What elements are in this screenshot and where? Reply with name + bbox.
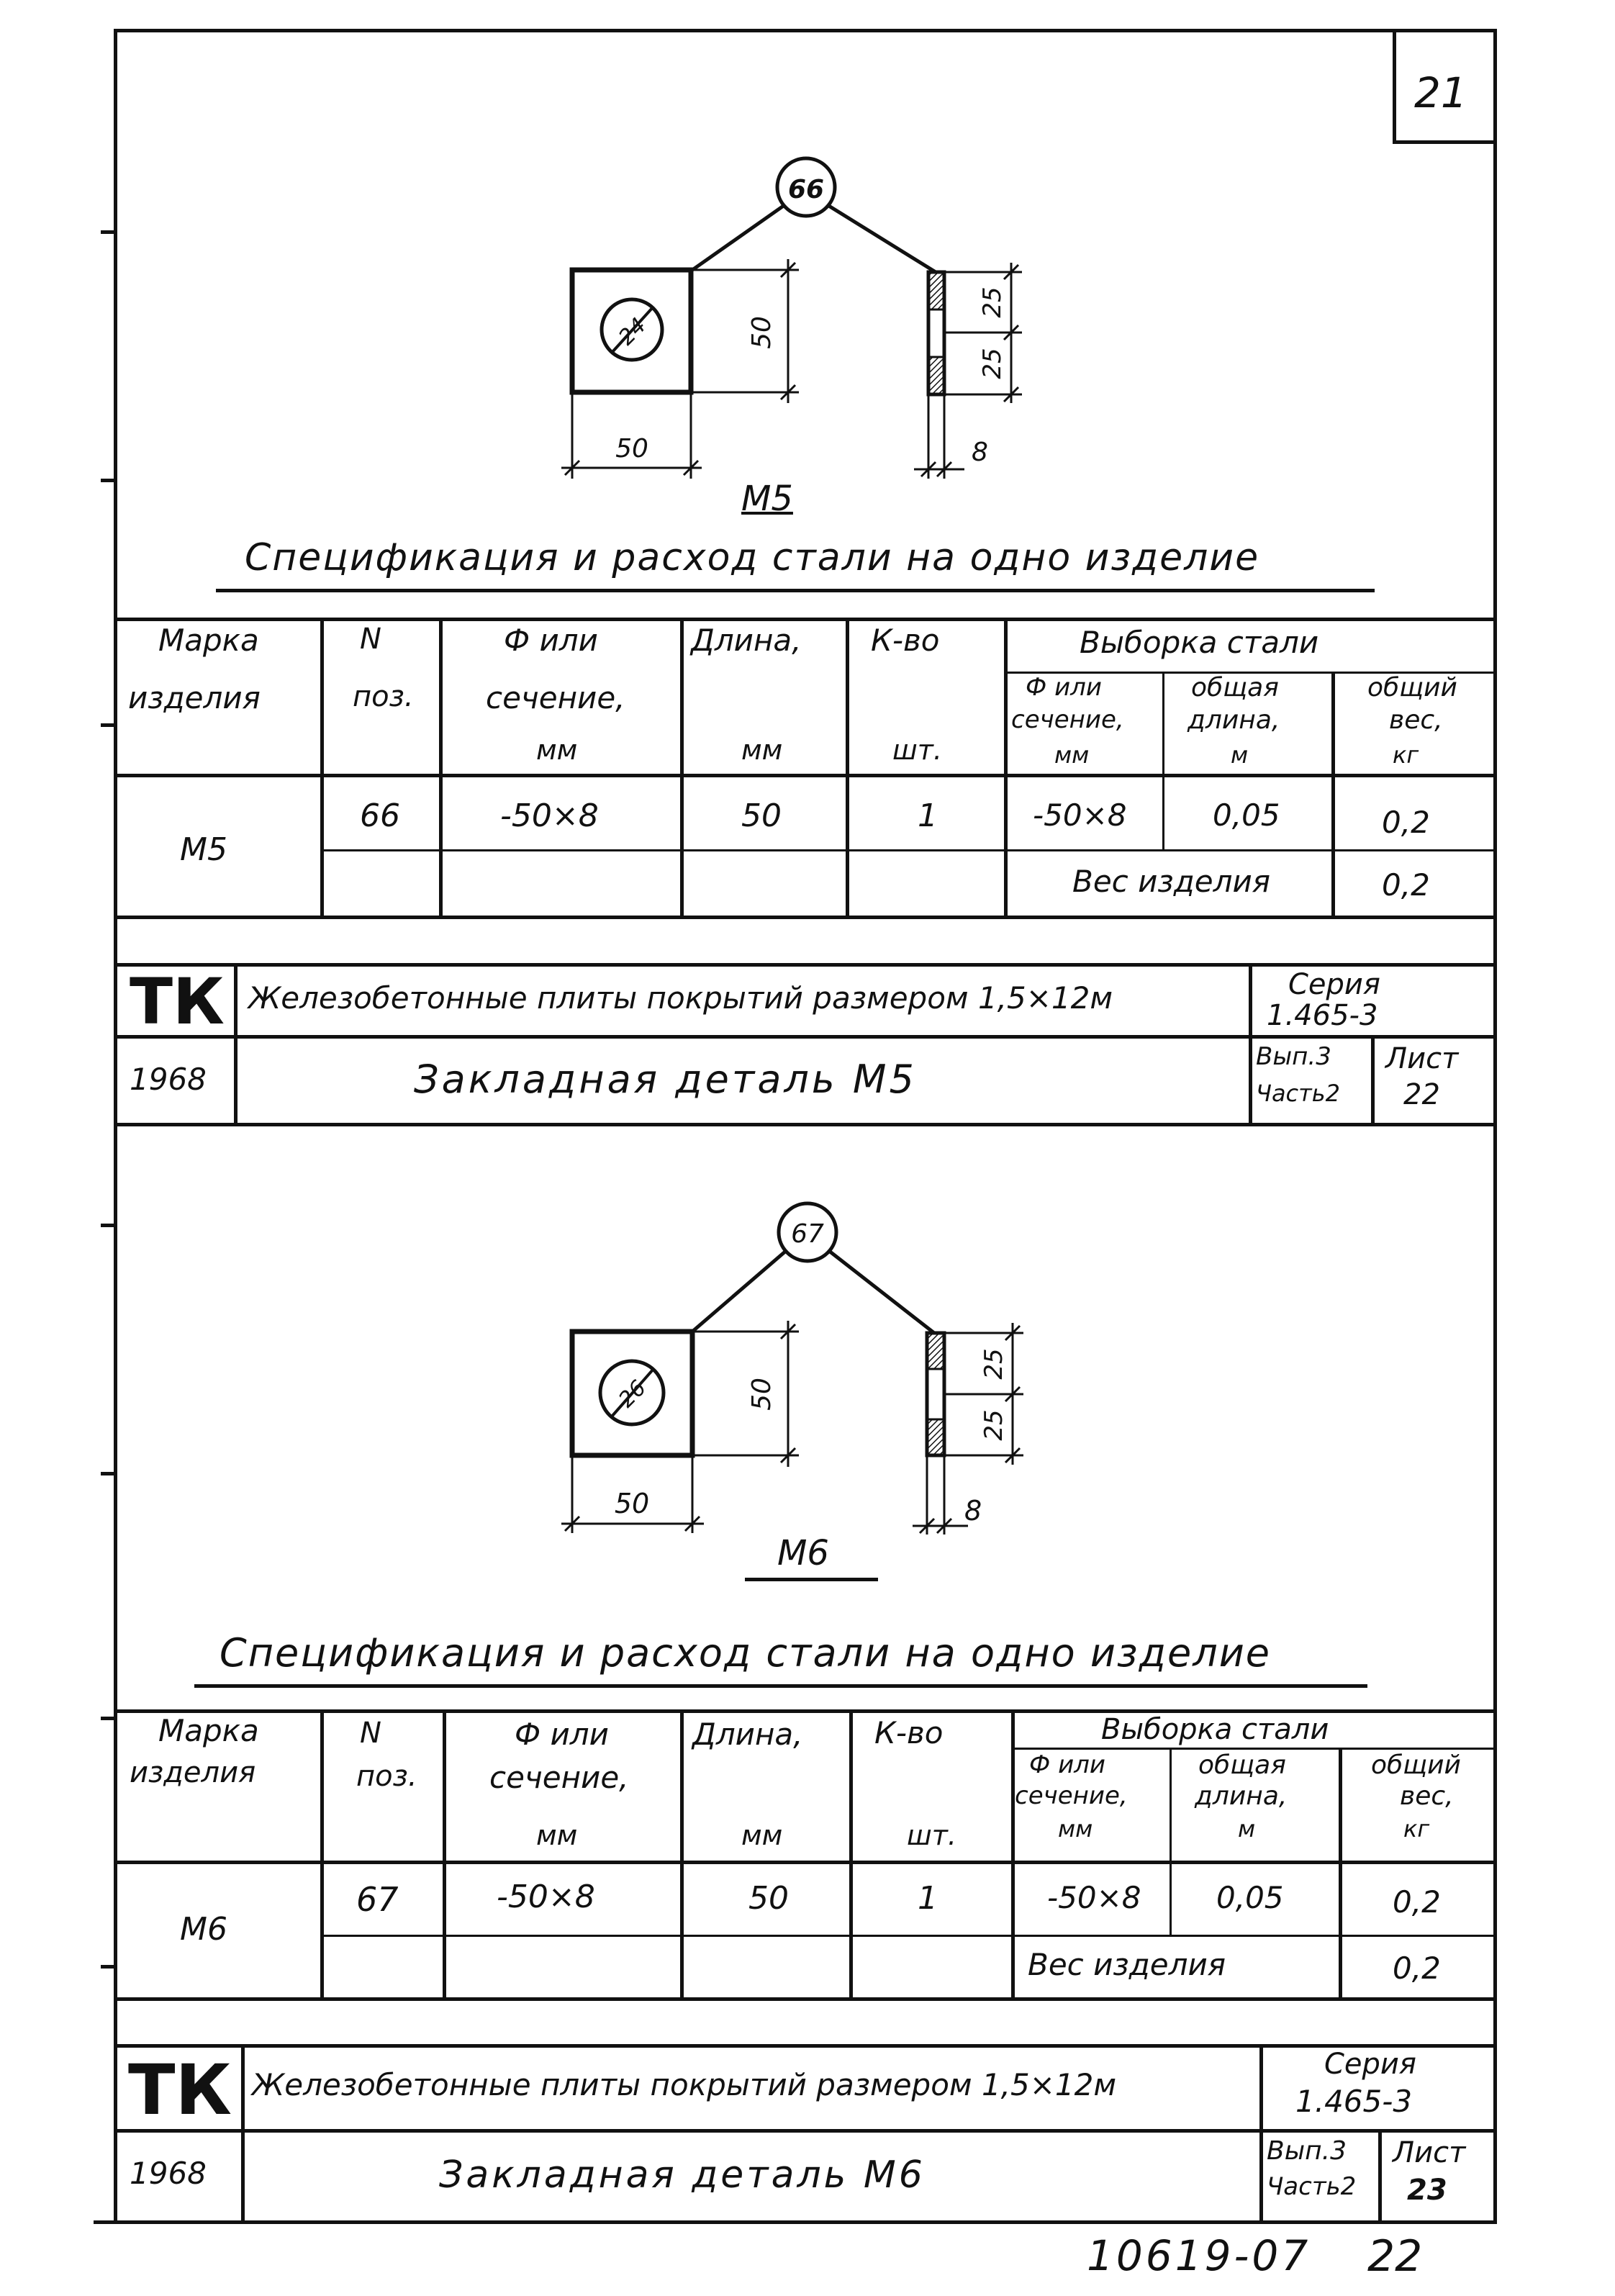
series-value: 1.465-3 [1295, 2084, 1413, 2119]
frame-right-border [1493, 29, 1497, 2224]
drawing-title: Закладная деталь М5 [414, 1057, 917, 1102]
dim-width-label: 50 [614, 1488, 650, 1519]
dim-half-bottom-label: 25 [978, 348, 1007, 379]
tk-logo: ТК [130, 964, 225, 1039]
header-length-2: мм [741, 734, 783, 766]
header-steel-section-2: сечение, [1015, 1781, 1128, 1810]
cell-steel-section: -50×8 [1033, 797, 1127, 833]
header-pos-1: N [360, 623, 381, 656]
spec-title-underline [216, 589, 1375, 592]
header-section-1: Ф или [515, 1717, 609, 1752]
cell-mark: М5 [180, 831, 227, 868]
spec-title: Спецификация и расход стали на одно изделие [245, 536, 1260, 579]
frame-left-border [114, 29, 117, 2224]
header-steel-section-3: мм [1054, 741, 1090, 769]
header-total-length-2: длина, [1188, 705, 1280, 735]
series-label: Серия [1288, 968, 1380, 1001]
header-qty-2: шт. [907, 1820, 956, 1851]
header-steel-section-3: мм [1058, 1815, 1093, 1843]
header-total-weight-3: кг [1393, 741, 1419, 769]
document-number: 10619-07 [1087, 2231, 1311, 2280]
header-mark-2: изделия [130, 1756, 256, 1789]
header-length-1: Длина, [691, 623, 802, 658]
product-weight-value: 0,2 [1393, 1951, 1441, 1986]
header-total-length-1: общая [1198, 1750, 1286, 1780]
cell-section: -50×8 [500, 797, 599, 834]
footer-page-number: 22 [1367, 2231, 1423, 2282]
sheet-number: 23 [1407, 2174, 1447, 2207]
cell-qty: 1 [918, 1880, 938, 1917]
spec-title: Спецификация и расход стали на одно изделие [220, 1630, 1272, 1676]
cell-pos: 66 [360, 797, 400, 834]
year: 1968 [130, 2156, 207, 2191]
header-section-3: мм [536, 1820, 578, 1851]
header-qty-1: К-во [871, 623, 940, 658]
year: 1968 [130, 1062, 207, 1097]
header-pos-1: N [360, 1717, 381, 1750]
header-steel-section-1: Ф или [1026, 673, 1103, 702]
header-length-2: мм [741, 1820, 783, 1851]
header-total-length-3: м [1238, 1815, 1256, 1843]
product-mark-label: М6 [777, 1533, 829, 1573]
header-section-1: Ф или [504, 623, 598, 658]
issue: Вып.3 [1267, 2136, 1347, 2166]
tk-logo: ТК [128, 2050, 232, 2130]
part: Часть2 [1256, 1080, 1340, 1107]
project-name: Железобетонные плиты покрытий размером 1,5×12м [252, 2067, 1117, 2102]
header-section-3: мм [536, 734, 578, 766]
dim-half-top-label: 25 [980, 1348, 1008, 1380]
header-section-2: сечение, [486, 680, 625, 715]
hole-diameter-label: 26 [614, 1375, 651, 1413]
frame-bottom-border [94, 2220, 1497, 2224]
header-total-weight-1: общий [1367, 673, 1457, 702]
header-steel-section-1: Ф или [1029, 1750, 1106, 1779]
drawing-title: Закладная деталь М6 [439, 2153, 926, 2197]
issue: Вып.3 [1256, 1042, 1331, 1071]
header-mark-1: Марка [158, 623, 259, 658]
header-mark-1: Марка [158, 1713, 259, 1748]
position-number: 67 [791, 1219, 824, 1249]
cell-pos: 67 [356, 1880, 399, 1919]
cell-length: 50 [748, 1880, 789, 1917]
hole-diameter-label: 24 [614, 313, 651, 351]
header-steel-group: Выборка стали [1101, 1713, 1329, 1746]
dim-thickness-label: 8 [964, 1495, 982, 1527]
header-pos-2: поз. [356, 1760, 417, 1793]
header-total-length-3: м [1231, 741, 1249, 769]
header-mark-2: изделия [128, 680, 261, 715]
header-length-1: Длина, [692, 1717, 803, 1752]
header-total-weight-1: общий [1371, 1750, 1461, 1780]
product-weight-label: Вес изделия [1028, 1947, 1226, 1982]
dim-half-bottom-label: 25 [980, 1409, 1008, 1441]
cell-qty: 1 [918, 797, 938, 834]
cell-length: 50 [741, 797, 782, 834]
dim-width-label: 50 [615, 434, 648, 464]
header-pos-2: поз. [353, 680, 414, 713]
header-total-length-1: общая [1191, 673, 1279, 702]
sheet-label: Лист [1385, 1042, 1459, 1075]
header-qty-1: К-во [874, 1715, 944, 1750]
cell-section: -50×8 [497, 1879, 595, 1915]
dim-half-top-label: 25 [978, 286, 1007, 318]
cell-total-length: 0,05 [1216, 1880, 1284, 1915]
detail-drawing-m5 [504, 144, 1123, 547]
header-total-weight-2: вес, [1389, 705, 1443, 735]
part: Часть2 [1267, 2172, 1357, 2201]
cell-mark: М6 [180, 1911, 227, 1948]
header-total-weight-2: вес, [1400, 1781, 1454, 1811]
cell-total-weight: 0,2 [1393, 1884, 1441, 1920]
product-mark-label: М5 [741, 479, 793, 519]
cell-total-length: 0,05 [1213, 797, 1280, 833]
header-total-weight-3: кг [1403, 1815, 1430, 1843]
detail-drawing-m6 [504, 1188, 1123, 1591]
product-weight-value: 0,2 [1382, 867, 1430, 903]
sheet-number: 22 [1403, 1078, 1440, 1111]
header-steel-group: Выборка стали [1080, 625, 1319, 660]
header-section-2: сечение, [489, 1760, 629, 1795]
cell-total-weight: 0,2 [1382, 805, 1430, 840]
frame-top-border [114, 29, 1497, 32]
dim-height-label: 50 [747, 1378, 777, 1411]
product-weight-label: Вес изделия [1072, 864, 1271, 899]
series-value: 1.465-3 [1267, 999, 1378, 1032]
cell-steel-section: -50×8 [1047, 1880, 1141, 1915]
dim-height-label: 50 [747, 316, 777, 349]
header-total-length-2: длина, [1195, 1781, 1288, 1811]
series-label: Серия [1324, 2048, 1416, 2081]
header-steel-section-2: сечение, [1011, 705, 1124, 734]
project-name: Железобетонные плиты покрытий размером 1,5×12м [248, 980, 1113, 1016]
dim-thickness-label: 8 [972, 438, 988, 467]
position-number: 66 [787, 175, 825, 204]
page-number-box-value: 21 [1414, 68, 1467, 117]
spec-title-underline [194, 1684, 1367, 1688]
sheet-label: Лист [1393, 2136, 1466, 2169]
header-qty-2: шт. [892, 734, 942, 766]
product-mark-underline [745, 1578, 878, 1581]
